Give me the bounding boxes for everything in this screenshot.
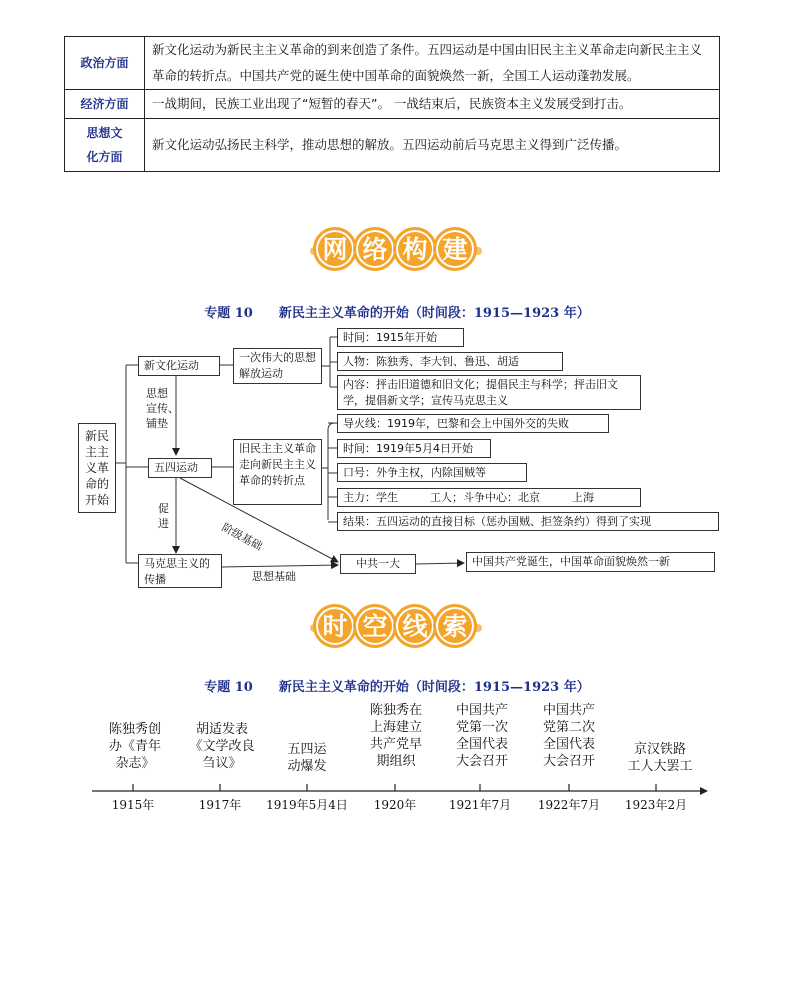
xinwenhua-box: 新文化运动 [138, 356, 220, 376]
banner-char: 索 [436, 607, 474, 645]
event-line: 中国共产 [455, 703, 508, 718]
event-line: 工人大罢工 [627, 759, 693, 774]
timeline-year: 1917年 [198, 798, 242, 812]
timeline-event [537, 702, 601, 770]
banner-char: 网 [316, 230, 354, 268]
banner-char: 络 [356, 230, 394, 268]
row-key-line: 思想文 [86, 126, 123, 140]
timeline-event [364, 702, 428, 770]
row-key-line: 化方面 [86, 150, 123, 164]
root-line: 主主 [84, 445, 109, 459]
timeline-year: 1921年7月 [448, 798, 512, 812]
event-line: 党第一次 [455, 720, 508, 735]
row-value: 一战期间，民族工业出现了“短暂的春天”。 一战结束后，民族资本主义发展受到打击。 [145, 90, 720, 119]
label-line: 宣传、 [146, 402, 179, 415]
event-line: 中国共产 [542, 703, 595, 718]
diagram-subtitle: 专题 10 新民主主义革命的开始（时间段：1915—1923 年） [204, 306, 590, 321]
zhuanzhe-box: 旧民主主义革命走向新民主主义革命的转折点 [233, 439, 322, 505]
root-line: 义革 [84, 461, 109, 475]
event-line: 《文学改良 [189, 739, 255, 754]
label-line: 思想 [146, 387, 168, 400]
banner-char: 建 [436, 230, 474, 268]
event-line: 五四运 [287, 742, 327, 757]
event-line: 刍议》 [202, 756, 242, 771]
event-line: 期组织 [376, 754, 416, 769]
event-line: 杂志》 [115, 756, 155, 771]
timeline-event [275, 741, 339, 775]
timeline-year: 1922年7月 [537, 798, 601, 812]
xwh-item: 人物：陈独秀、李大钊、鲁迅、胡适 [337, 352, 563, 371]
timeline-year: 1920年 [373, 798, 417, 812]
zhuli-part: 主力：学生 [343, 491, 398, 504]
timeline-subtitle: 专题 10 新民主主义革命的开始（时间段：1915—1923 年） [204, 680, 590, 695]
ws-item: 结果：五四运动的直接目标（惩办国贼、拒签条约）得到了实现 [337, 512, 719, 531]
event-line: 陈独秀创 [108, 722, 161, 737]
root-line: 命的 [84, 477, 109, 491]
row-value: 新文化运动为新民主主义革命的到来创造了条件。五四运动是中国由旧民主主义革命走向新民主主义革命的转折点。中国共产党的诞生使中国革命的面貌焕然一新，全国工人运动蓬勃发展。 [145, 37, 720, 90]
event-line: 办《青年 [108, 739, 161, 754]
event-line: 全国代表 [542, 737, 595, 752]
root-line: 开始 [84, 493, 109, 507]
zhuli-part: 工人；斗争中心：北京 [430, 491, 540, 504]
timeline-year: 1919年5月4日 [266, 798, 348, 812]
banner-char: 空 [356, 607, 394, 645]
label-line: 促 [158, 502, 169, 515]
timeline-event [103, 721, 167, 772]
makesi-box: 马克思主义的传播 [138, 554, 222, 588]
event-line: 共产党早 [369, 737, 422, 752]
row-key: 政治方面 [65, 37, 145, 90]
banner-char: 时 [316, 607, 354, 645]
row-key: 经济方面 [65, 90, 145, 119]
row-value: 新文化运动弘扬民主科学，推动思想的解放。五四运动前后马克思主义得到广泛传播。 [145, 119, 720, 172]
xwh-item: 内容：抨击旧道德和旧文化；提倡民主与科学；抨击旧文学，提倡新文学；宣传马克思主义 [337, 375, 641, 410]
event-line: 大会召开 [455, 754, 508, 769]
ws-item: 口号：外争主权，内除国贼等 [337, 463, 527, 482]
zhonggong-box: 中共一大 [340, 554, 416, 574]
final-result-box: 中国共产党诞生，中国革命面貌焕然一新 [466, 552, 715, 572]
timeline-year: 1923年2月 [624, 798, 688, 812]
label-line: 进 [158, 517, 169, 530]
banner-char: 线 [396, 607, 434, 645]
banner-char: 构 [396, 230, 434, 268]
root-line: 新民 [84, 429, 109, 443]
wusi-box: 五四运动 [148, 458, 212, 478]
label-line: 铺垫 [146, 417, 168, 430]
event-line: 上海建立 [369, 720, 422, 735]
timeline-event [450, 702, 514, 770]
label-jieji: 阶级基础 [219, 520, 265, 554]
xwh-item: 时间：1915年开始 [337, 328, 464, 347]
zhuli-part: 上海 [572, 491, 594, 504]
event-line: 陈独秀在 [369, 703, 422, 718]
timeline-event [186, 721, 258, 772]
event-line: 京汉铁路 [633, 742, 686, 757]
ws-item: 导火线：1919年，巴黎和会上中国外交的失败 [337, 414, 609, 433]
label-sixiang-jichu: 思想基础 [252, 570, 296, 583]
event-line: 动爆发 [287, 759, 327, 774]
event-line: 大会召开 [542, 754, 595, 769]
weida-box: 一次伟大的思想解放运动 [233, 348, 322, 384]
ws-item: 时间：1919年5月4日开始 [337, 439, 491, 458]
event-line: 全国代表 [455, 737, 508, 752]
event-line: 胡适发表 [195, 722, 248, 737]
timeline-event [618, 741, 702, 775]
timeline-year: 1915年 [111, 798, 155, 812]
event-line: 党第二次 [542, 720, 595, 735]
